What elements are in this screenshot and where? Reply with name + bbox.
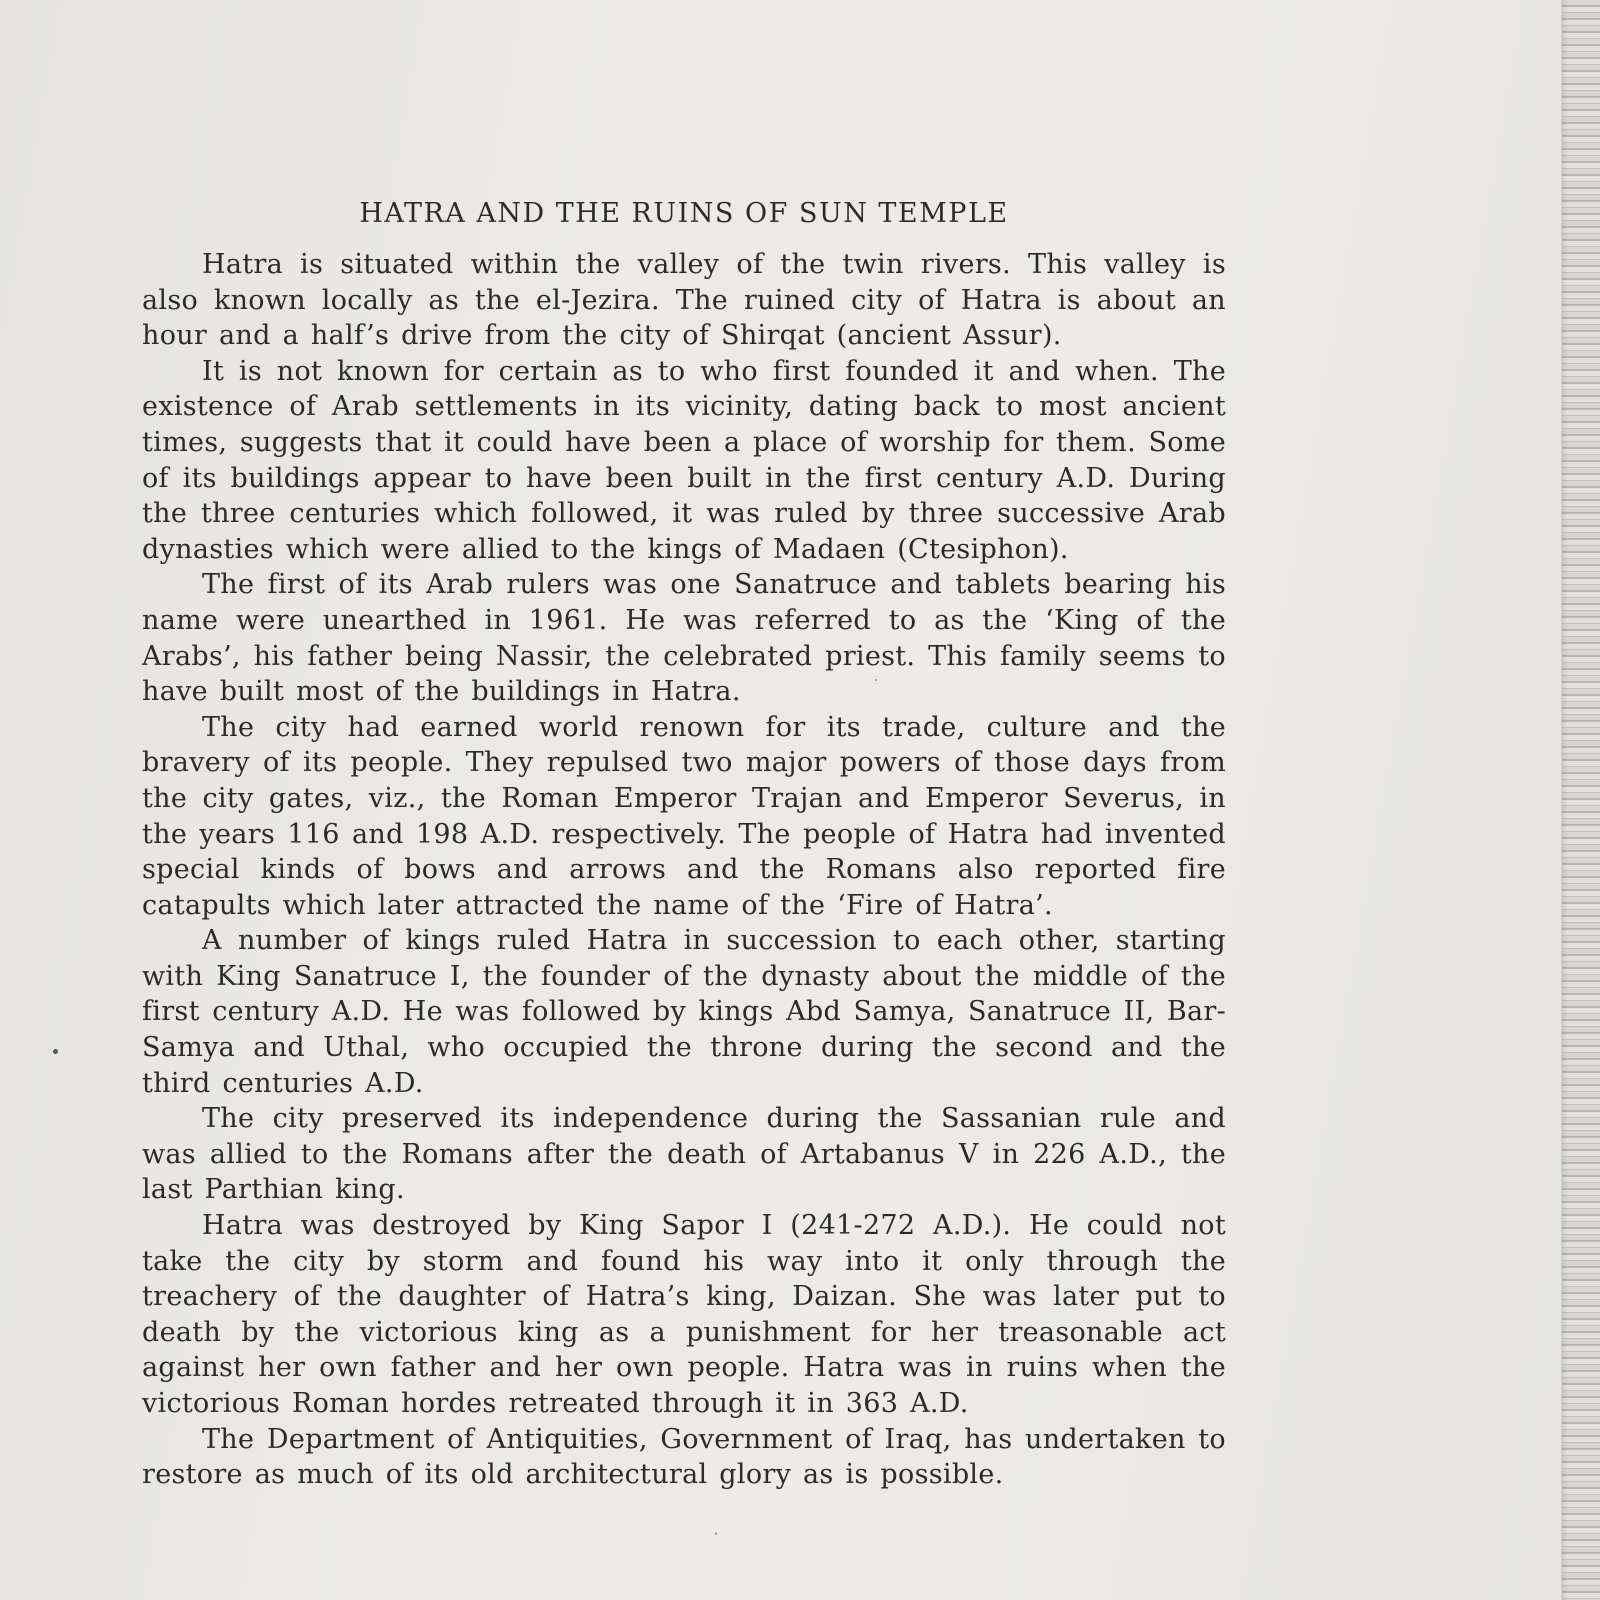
paper-speck xyxy=(53,1049,58,1054)
paragraph-destruction: Hatra was destroyed by King Sapor I (241-272 A.D.). He could not take the city by storm and found his way into it only through the treachery of the daughter of Hatra’s king, Daizan. She was later put to death by the victorious king as a punishment for her treasonable act against her own father and her own people. Hatra was in ruins when the victorious Roman hordes retreated through it in 363 A.D. xyxy=(142,1210,1226,1419)
paragraph-kings: A number of kings ruled Hatra in succession to each other, starting with King Sanatruce I, the founder of the dynasty about the middle of the first century A.D. He was followed by kings Abd Samya, Sanatruce II, Bar-Samya and Uthal, who occupied the throne during the second and the third centuries A.D. xyxy=(142,925,1226,1099)
article xyxy=(142,198,1226,1493)
paragraph-first-ruler: The first of its Arab rulers was one Sanatruce and tablets bearing his name were unearthed in 1961. He was referred to as the ‘King of the Arabs’, his father being Nassir, the celebrated priest. This family seems to have built most of the buildings in Hatra. xyxy=(142,569,1226,708)
paper-speck xyxy=(715,1532,717,1535)
page-stack-edge xyxy=(1561,0,1600,1600)
paragraph-independence: The city preserved its independence during the Sassanian rule and was allied to the Romans after the death of Artabanus V in 226 A.D., the last Parthian king. xyxy=(142,1103,1226,1206)
paragraph-origins: It is not known for certain as to who first founded it and when. The existence of Arab settlements in its vicinity, dating back to most ancient times, suggests that it could have been a place of worship for them. Some of its buildings appear to have been built in the first century A.D. During the three centuries which followed, it was ruled by three successive Arab dynasties which were allied to the kings of Madaen (Ctesiphon). xyxy=(142,355,1226,565)
paragraph-renown: The city had earned world renown for its trade, culture and the bravery of its people. They repulsed two major powers of those days from the city gates, viz., the Roman Emperor Trajan and Emperor Severus, in the years 116 and 198 A.D. respectively. The people of Hatra had invented special kinds of bows and arrows and the Romans also reported fire catapults which later attracted the name of the ‘Fire of Hatra’. xyxy=(142,711,1226,921)
page-title: HATRA AND THE RUINS OF SUN TEMPLE xyxy=(359,198,1009,229)
paragraph-location: Hatra is situated within the valley of the twin rivers. This valley is also known locally as the el-Jezira. The ruined city of Hatra is about an hour and a half’s drive from the city of Shirqat (ancient Assur). xyxy=(142,249,1226,352)
paragraph-restoration: The Department of Antiquities, Government of Iraq, has undertaken to restore as much of its old architectural glory as is possible. xyxy=(142,1423,1226,1491)
